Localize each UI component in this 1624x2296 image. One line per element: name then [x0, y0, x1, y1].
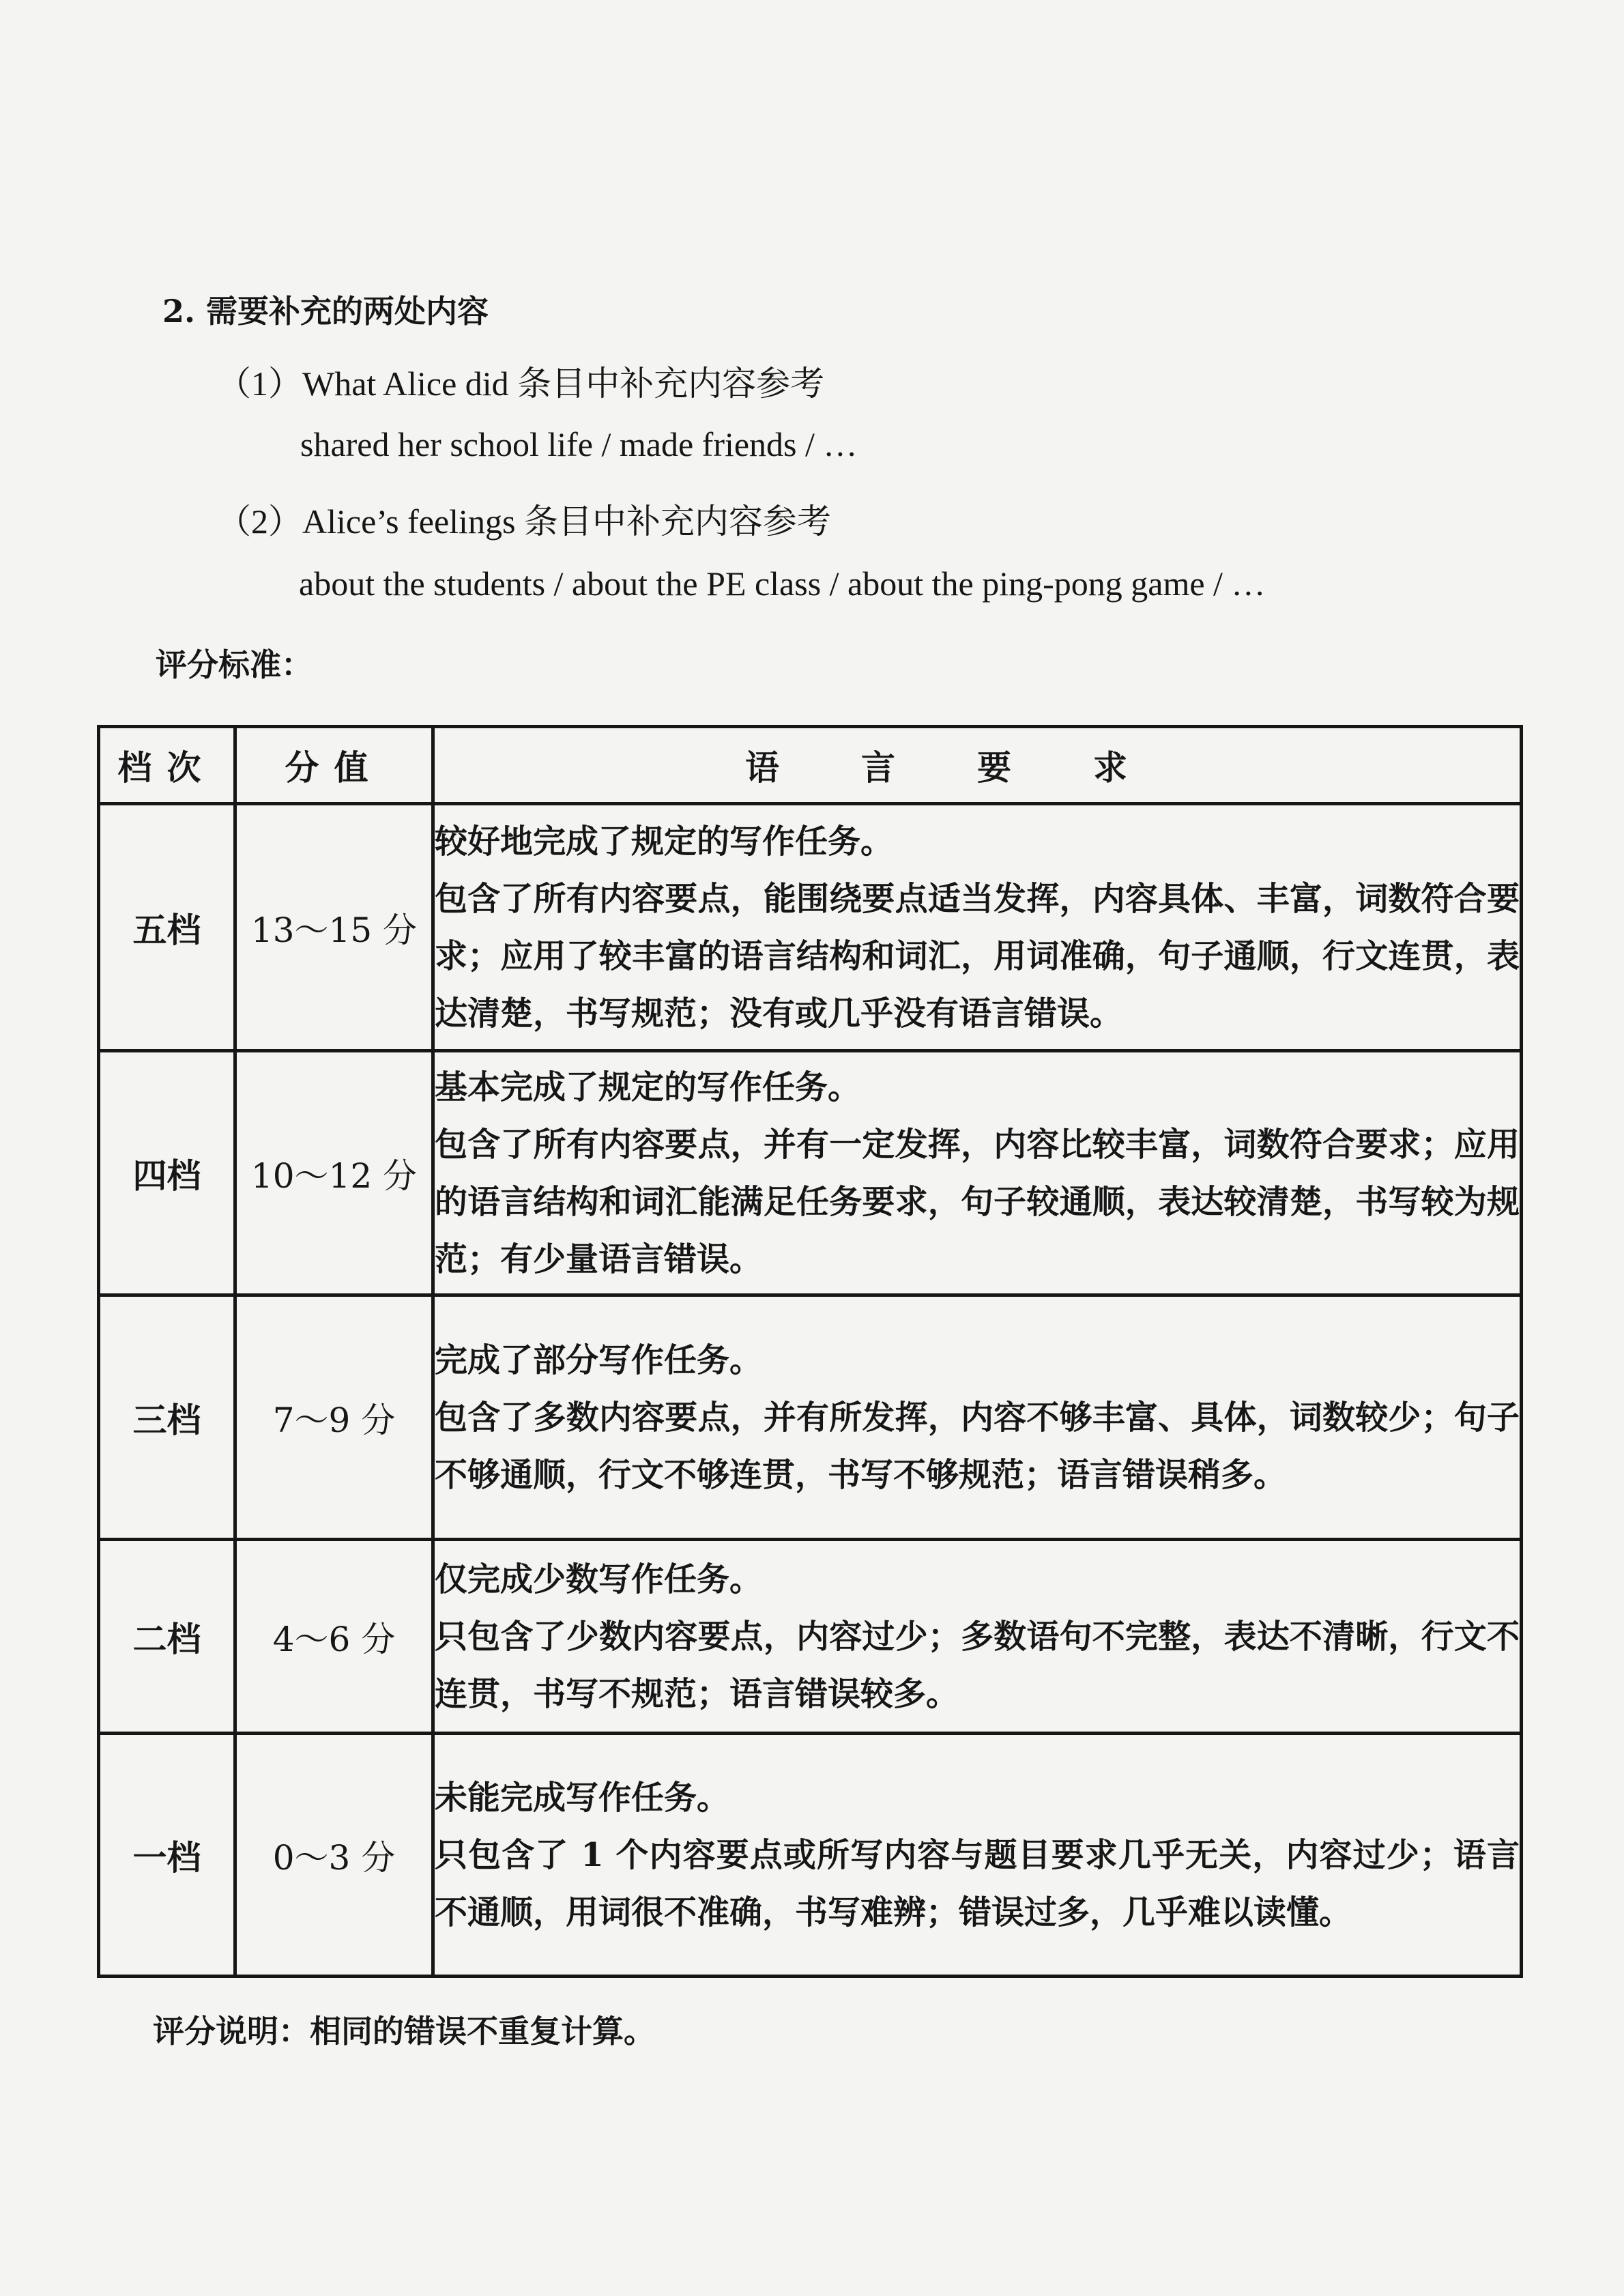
table-row — [99, 1540, 1522, 1734]
score-cell: 4～6 分 — [235, 1540, 433, 1734]
scoring-note-text: 相同的错误不重复计算。 — [310, 2013, 655, 2050]
requirement-detail: 包含了多数内容要点，并有所发挥，内容不够丰富、具体，词数较少；句子不够通顺，行文不够连贯，书写不够规范；语言错误稍多。 — [435, 1398, 1520, 1494]
requirement-summary: 仅完成少数写作任务。 — [435, 1560, 763, 1598]
table-row — [99, 804, 1522, 1051]
score-cell: 0～3 分 — [235, 1734, 433, 1977]
score-cell: 10～12 分 — [235, 1051, 433, 1295]
table-row — [99, 1734, 1522, 1977]
requirement-detail: 只包含了 1 个内容要点或所写内容与题目要求几乎无关，内容过少；语言不通顺，用词很不准确，书写难辨；错误过多，几乎难以读懂。 — [435, 1835, 1520, 1932]
requirement-cell — [433, 804, 1522, 1051]
score-cell: 7～9 分 — [235, 1295, 433, 1540]
table-row — [99, 1295, 1522, 1540]
requirement-summary: 基本完成了规定的写作任务。 — [435, 1067, 861, 1106]
table-row — [99, 1051, 1522, 1295]
requirement-summary: 完成了部分写作任务。 — [435, 1340, 763, 1379]
item1-label: （1）What Alice did 条目中补充内容参考 — [217, 364, 825, 403]
requirement-cell — [433, 1051, 1522, 1295]
tier-cell: 三档 — [99, 1295, 235, 1540]
requirement-cell — [433, 1540, 1522, 1734]
scoring-note-label: 评分说明： — [153, 2013, 310, 2050]
tier-cell: 二档 — [99, 1540, 235, 1734]
item1-answer: shared her school life / made friends / … — [300, 425, 858, 463]
tier-cell: 一档 — [99, 1734, 235, 1977]
header-score: 分值 — [235, 727, 433, 804]
rubric-table — [97, 725, 1523, 1978]
item2-label: （2）Alice’s feelings 条目中补充内容参考 — [217, 502, 831, 541]
header-tier: 档次 — [99, 727, 235, 804]
table-header-row — [99, 727, 1522, 804]
requirement-detail: 包含了所有内容要点，并有一定发挥，内容比较丰富，词数符合要求；应用的语言结构和词汇能满足任务要求，句子较通顺，表达较清楚，书写较为规范；有少量语言错误。 — [435, 1125, 1520, 1278]
scoring-note — [153, 2007, 655, 2052]
requirement-summary: 未能完成写作任务。 — [435, 1778, 730, 1817]
header-requirement: 语言要求 — [433, 727, 1522, 804]
requirement-cell — [433, 1734, 1522, 1977]
criteria-title: 评分标准： — [156, 646, 313, 683]
requirement-summary: 较好地完成了规定的写作任务。 — [435, 822, 894, 861]
tier-cell: 五档 — [99, 804, 235, 1051]
requirement-detail: 包含了所有内容要点，能围绕要点适当发挥，内容具体、丰富，词数符合要求；应用了较丰富的语言结构和词汇，用词准确，句子通顺，行文连贯，表达清楚，书写规范；没有或几乎没有语言错误。 — [435, 879, 1520, 1033]
item2-answer: about the students / about the PE class / about the ping-pong game / … — [299, 564, 1266, 603]
requirement-cell — [433, 1295, 1522, 1540]
requirement-detail: 只包含了少数内容要点，内容过少；多数语句不完整，表达不清晰，行文不连贯，书写不规范；语言错误较多。 — [435, 1617, 1520, 1713]
section-heading: 2. 需要补充的两处内容 — [162, 293, 489, 330]
tier-cell: 四档 — [99, 1051, 235, 1295]
score-cell: 13～15 分 — [235, 804, 433, 1051]
